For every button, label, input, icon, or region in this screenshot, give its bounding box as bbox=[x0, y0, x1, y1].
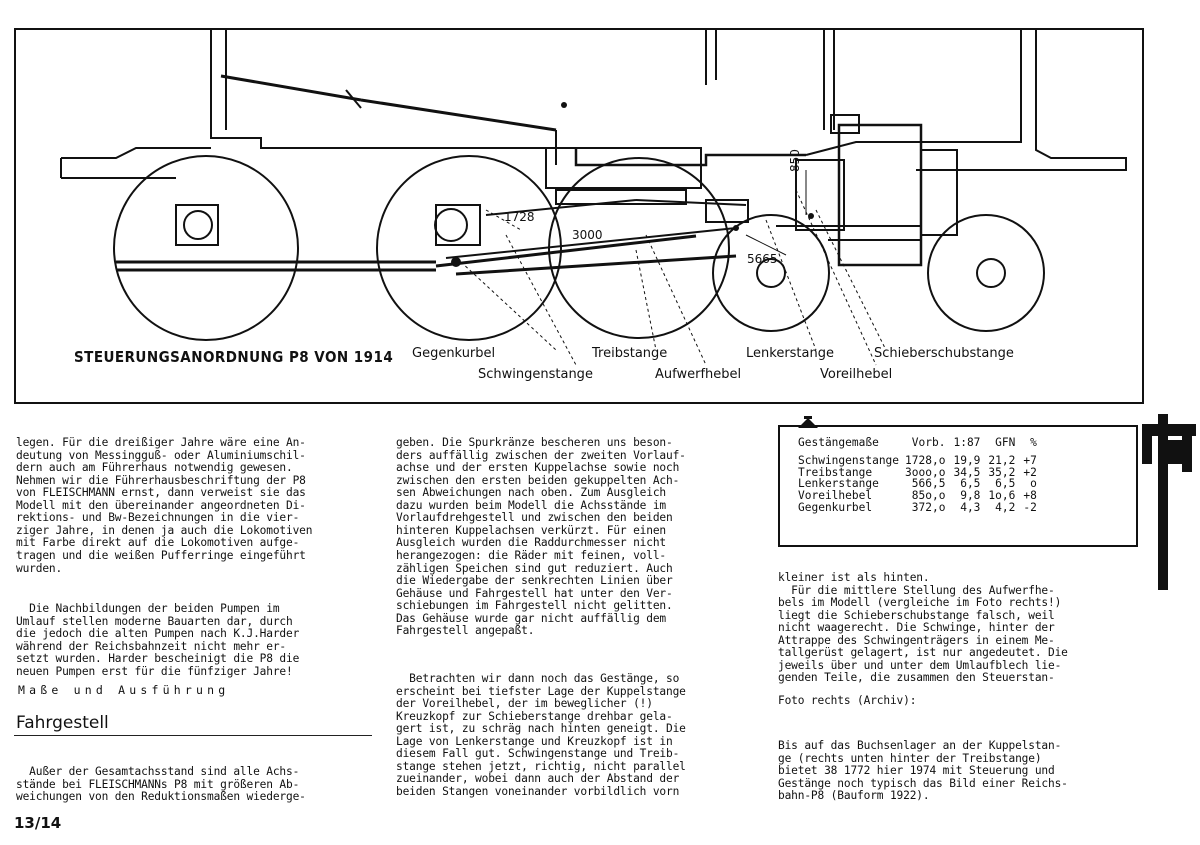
column2-para2: Betrachten wir dann noch das Gestänge, so erscheint bei tiefster Lage der Kuppelstange der Voreilhebel, der im beweglicher (!) Kreuzkopf zur Schieberstange drehbar gela- gert ist, zu schräg nach hinten geneigt. Die Lage von Lenkerstange und Kreuzkopf ist in diesem Fall gut. Schwingenstange und Treib- stange stehen jetzt, richtig, nicht parallel zueinander, wobei dann auch der Abstand der beiden Stangen voneinander vorbildlich vorn bbox=[396, 672, 686, 799]
column1-para3: Außer der Gesamtachsstand sind alle Achs- stände bei FLEISCHMANNs P8 mit größeren Ab- weichungen von den Reduktionsmaßen wiederge- bbox=[16, 765, 306, 804]
table-row: Lenkerstange 566,5 6,5 6,5 o bbox=[798, 477, 1037, 491]
column1-para2: Die Nachbildungen der beiden Pumpen im Umlauf stellen moderne Bauarten dar, durch die jedoch die alten Pumpen nach K.J.Harder während der Reichsbahnzeit nicht mehr er- setzt wurden. Harder bescheinigt die P8 die neuen Pumpen erst für die fünfziger Jahre! bbox=[16, 602, 300, 678]
label-gegenkurbel: Gegenkurbel bbox=[412, 346, 496, 361]
table-row: Schwingenstange 1728,o 19,9 21,2 +7 bbox=[798, 453, 1037, 467]
figure-title: STEUERUNGSANORDNUNG P8 VON 1914 bbox=[74, 348, 394, 366]
section-heading-spaced: Maße und Ausführung bbox=[18, 683, 230, 697]
table-row: Voreilhebel 85o,o 9,8 1o,6 +8 bbox=[798, 489, 1037, 503]
label-lenkerstange: Lenkerstange bbox=[746, 346, 834, 361]
table-header: % bbox=[1030, 436, 1037, 449]
dimension-850: 850 bbox=[788, 149, 802, 172]
column1-para1: legen. Für die dreißiger Jahre wäre eine An- deutung von Messingguß- oder Aluminiumschil- dern auch am Führerhaus notwendig gewesen. Nehmen wir die Führerhausbeschriftung der P8 von FLEISCHMANN ernst, dann verweist sie das Modell mit den übereinander angeordneten Di- rektions- und Bw-Bezeichnungen in die vier- ziger Jahre, in denen ja auch die Lokomotiven mit Farbe direkt auf die Lokomotiven aufge- tragen und die weißen Pufferringe eingeführt wurden. bbox=[16, 436, 313, 575]
section-rule bbox=[14, 735, 372, 736]
table-header: Gestängemaße bbox=[798, 436, 879, 449]
dimension-1728: 1728 bbox=[504, 210, 535, 224]
label-schwingenstange: Schwingenstange bbox=[478, 367, 593, 382]
dimension-5665: 5665 bbox=[747, 252, 778, 266]
table-header: 1:87 bbox=[953, 436, 981, 449]
dimensions-table-box bbox=[778, 425, 1138, 547]
column2-para1: geben. Die Spurkränze bescheren uns beson- ders auffällig zwischen der zweiten Vorlauf- achse und der ersten Kuppelachse sowie noch zwischen den ersten beiden gekuppelten Ach- sen Abweichungen nach oben. Zum Ausgleich dazu wurden beim Modell die Achsstände im Vorlaufdrehgestell und zwischen den beiden hinteren Kuppelachsen verkürzt. Für einen Ausgleich wurden die Raddurchmesser nicht herangezogen: die Räder mit feinen, voll- zähligen Speichen sind gut reduziert. Auch die Wiedergabe der senkrechten Linien über Gehäuse und Fahrgestell hat unter den Ver- schiebungen im Fahrgestell nicht gelitten. Das Gehäuse wurde gar nicht auffällig dem Fahrgestell angepaßt. bbox=[396, 436, 686, 638]
table-header: Vorb. bbox=[911, 436, 946, 449]
column3-para2: Bis auf das Buchsenlager an der Kuppelstan- ge (rechts unten hinter der Treibstange) bietet 38 1772 hier 1974 mit Steuerung und Gestänge noch typisch das Bild einer Reichs- bahn-P8 (Bauform 1922). bbox=[778, 739, 1068, 803]
table-header: GFN bbox=[995, 436, 1016, 449]
page-number: 13/14 bbox=[14, 814, 62, 832]
dimension-3000: 3000 bbox=[572, 228, 603, 242]
diagram-figure bbox=[14, 28, 1144, 404]
section-title: Fahrgestell bbox=[16, 713, 109, 733]
photo-caption: Foto rechts (Archiv): bbox=[778, 694, 917, 707]
dimensions-table bbox=[798, 437, 1045, 514]
caliper-icon bbox=[1142, 414, 1196, 590]
table-row: Treibstange 3ooo,o 34,5 35,2 +2 bbox=[798, 465, 1037, 479]
label-aufwerfhebel: Aufwerfhebel bbox=[655, 367, 742, 382]
label-voreilhebel: Voreilhebel bbox=[820, 367, 893, 382]
label-treibstange: Treibstange bbox=[592, 346, 668, 361]
column3-para1: kleiner ist als hinten. Für die mittlere Stellung des Aufwerfhe- bels im Modell (vergleiche im Foto rechts!) liegt die Schieberschubstange falsch, weil nicht waagerecht. Die Schwinge, hinter der Attrappe des Schwingenträgers in einem Me- tallgerüst gelagert, ist nur angedeutet. Die jeweils über und unter dem Umlaufblech lie- genden Teile, die zusammen den Steuerstan- bbox=[778, 571, 1068, 685]
table-row: Gegenkurbel 372,o 4,3 4,2 -2 bbox=[798, 500, 1037, 514]
table-header-row bbox=[798, 437, 1045, 455]
label-schieberschubstange: Schieberschubstange bbox=[874, 346, 1014, 361]
